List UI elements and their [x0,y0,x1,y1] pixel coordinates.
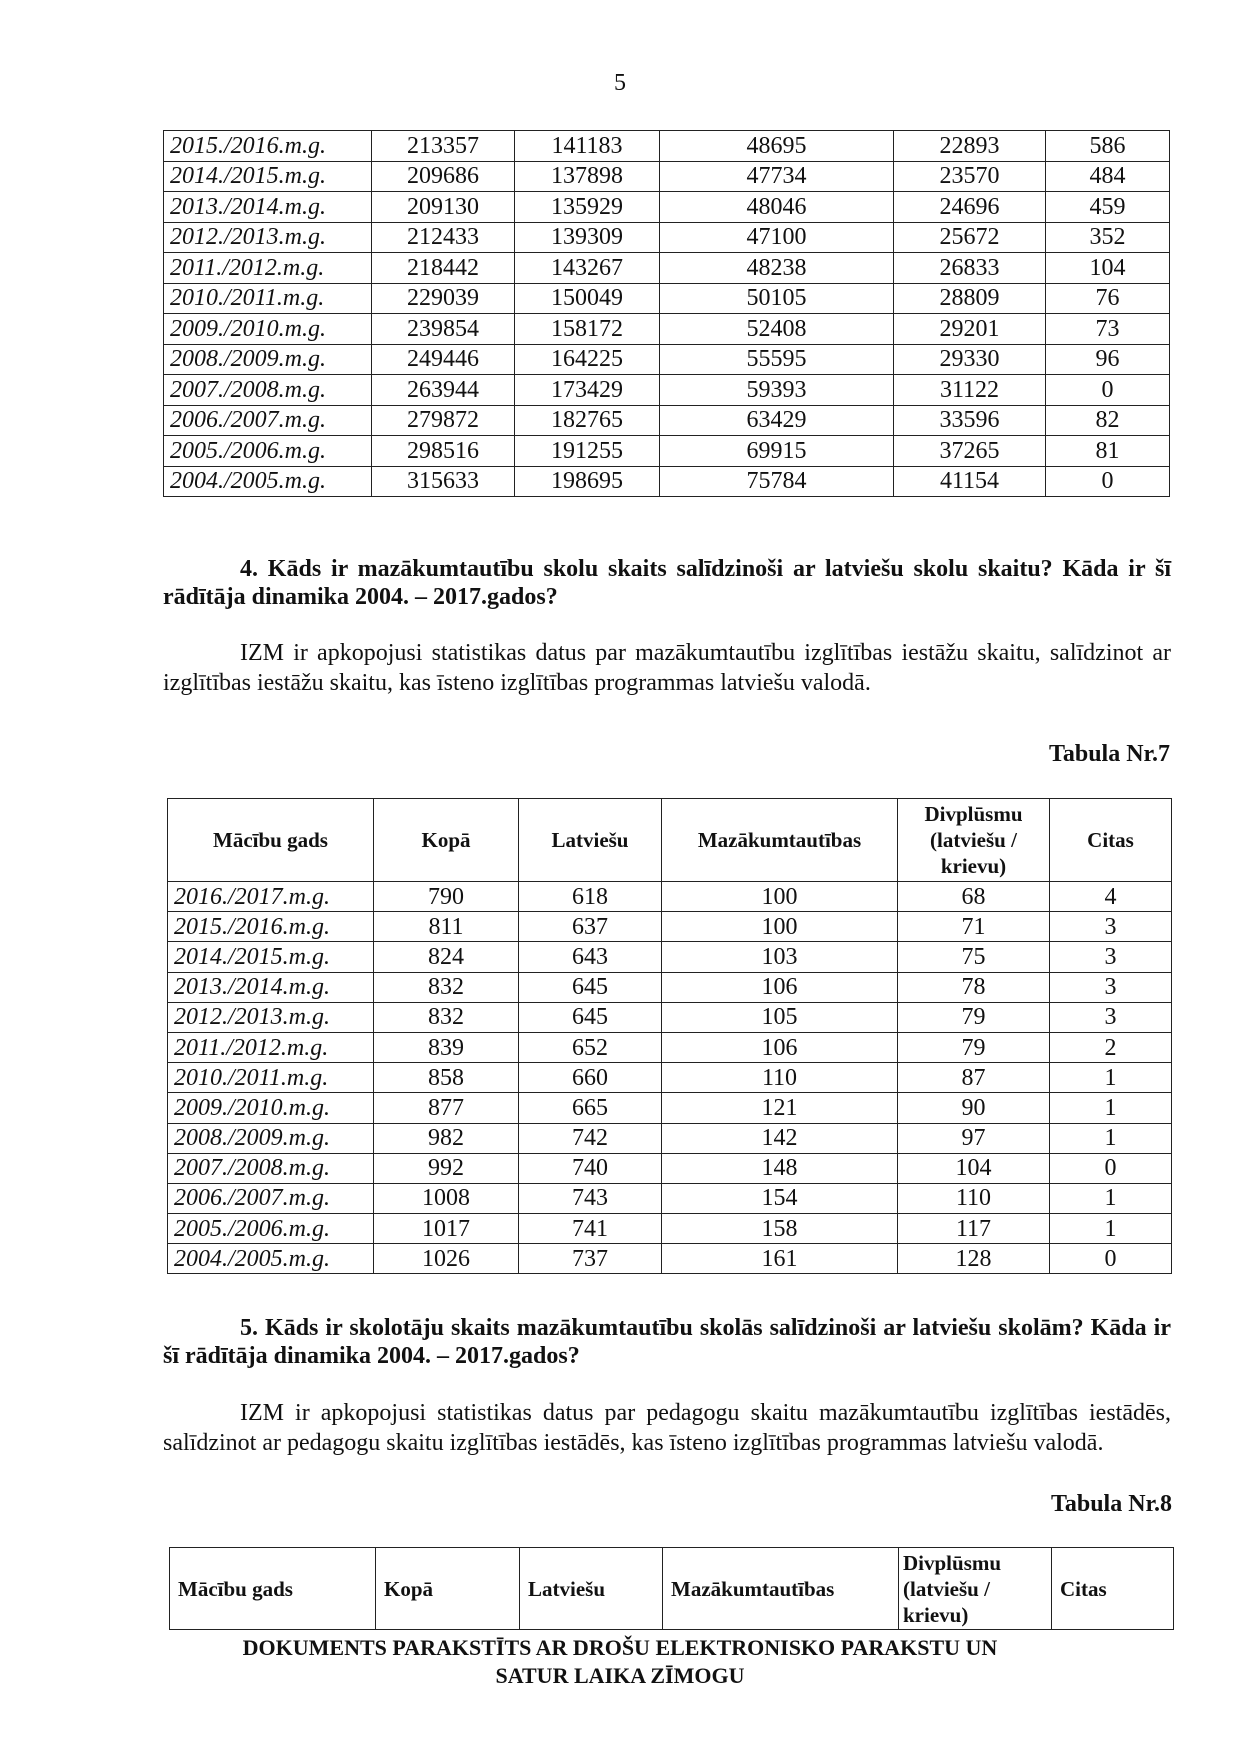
table-row [164,344,1170,375]
value-cell: 0 [1050,1153,1172,1183]
value-cell: 992 [374,1153,519,1183]
column-header: Citas [1050,799,1172,882]
value-cell: 48695 [660,131,894,162]
value-cell: 173429 [515,375,660,406]
value-cell: 104 [898,1153,1050,1183]
year-cell: 2010./2011.m.g. [168,1063,374,1093]
table-row [168,1183,1172,1213]
value-cell: 315633 [372,466,515,497]
value-cell: 29201 [894,314,1046,345]
value-cell: 218442 [372,253,515,284]
column-header: Citas [1052,1548,1174,1630]
value-cell: 740 [519,1153,662,1183]
value-cell: 41154 [894,466,1046,497]
value-cell: 158 [662,1214,898,1244]
value-cell: 47734 [660,161,894,192]
value-cell: 104 [1046,253,1170,284]
table-row [168,1063,1172,1093]
year-cell: 2004./2005.m.g. [168,1244,374,1274]
table-row [164,131,1170,162]
year-cell: 2009./2010.m.g. [168,1093,374,1123]
value-cell: 198695 [515,466,660,497]
value-cell: 150049 [515,283,660,314]
table-row [168,882,1172,912]
table-row [164,161,1170,192]
column-header: Divplūsmu (latviešu / krievu) [898,799,1050,882]
value-cell: 652 [519,1032,662,1062]
value-cell: 143267 [515,253,660,284]
column-header: Kopā [374,799,519,882]
year-cell: 2013./2014.m.g. [168,972,374,1002]
value-cell: 103 [662,942,898,972]
value-cell: 643 [519,942,662,972]
value-cell: 0 [1046,375,1170,406]
value-cell: 50105 [660,283,894,314]
year-cell: 2006./2007.m.g. [164,405,372,436]
value-cell: 158172 [515,314,660,345]
table-row [168,1153,1172,1183]
value-cell: 586 [1046,131,1170,162]
value-cell: 48238 [660,253,894,284]
value-cell: 110 [662,1063,898,1093]
value-cell: 1 [1050,1183,1172,1213]
value-cell: 55595 [660,344,894,375]
value-cell: 97 [898,1123,1050,1153]
value-cell: 141183 [515,131,660,162]
value-cell: 279872 [372,405,515,436]
value-cell: 209686 [372,161,515,192]
value-cell: 71 [898,912,1050,942]
year-cell: 2007./2008.m.g. [168,1153,374,1183]
value-cell: 52408 [660,314,894,345]
year-cell: 2014./2015.m.g. [168,942,374,972]
page-number: 5 [614,70,626,96]
value-cell: 69915 [660,436,894,467]
value-cell: 3 [1050,972,1172,1002]
value-cell: 298516 [372,436,515,467]
year-cell: 2006./2007.m.g. [168,1183,374,1213]
column-header: Mācību gads [170,1548,376,1630]
value-cell: 105 [662,1002,898,1032]
value-cell: 209130 [372,192,515,223]
value-cell: 148 [662,1153,898,1183]
value-cell: 121 [662,1093,898,1123]
value-cell: 110 [898,1183,1050,1213]
value-cell: 59393 [660,375,894,406]
column-header: Latviešu [519,799,662,882]
value-cell: 22893 [894,131,1046,162]
year-cell: 2008./2009.m.g. [164,344,372,375]
column-header: Mazākumtautības [662,799,898,882]
table-row [168,1244,1172,1274]
table-7 [167,798,1172,1274]
year-cell: 2014./2015.m.g. [164,161,372,192]
value-cell: 877 [374,1093,519,1123]
value-cell: 68 [898,882,1050,912]
year-cell: 2012./2013.m.g. [168,1002,374,1032]
table-row [168,942,1172,972]
year-cell: 2016./2017.m.g. [168,882,374,912]
value-cell: 832 [374,972,519,1002]
table-row [168,1093,1172,1123]
table-row [164,253,1170,284]
value-cell: 106 [662,1032,898,1062]
value-cell: 90 [898,1093,1050,1123]
table-8 [169,1547,1174,1630]
value-cell: 660 [519,1063,662,1093]
year-cell: 2004./2005.m.g. [164,466,372,497]
value-cell: 741 [519,1214,662,1244]
value-cell: 1 [1050,1063,1172,1093]
table-row [168,912,1172,942]
year-cell: 2015./2016.m.g. [168,912,374,942]
value-cell: 154 [662,1183,898,1213]
table-row [168,1214,1172,1244]
value-cell: 1 [1050,1093,1172,1123]
value-cell: 47100 [660,222,894,253]
value-cell: 191255 [515,436,660,467]
year-cell: 2009./2010.m.g. [164,314,372,345]
value-cell: 117 [898,1214,1050,1244]
value-cell: 982 [374,1123,519,1153]
table-row [164,222,1170,253]
value-cell: 1 [1050,1214,1172,1244]
value-cell: 1 [1050,1123,1172,1153]
value-cell: 25672 [894,222,1046,253]
value-cell: 164225 [515,344,660,375]
value-cell: 139309 [515,222,660,253]
table-row [164,466,1170,497]
value-cell: 637 [519,912,662,942]
value-cell: 3 [1050,942,1172,972]
value-cell: 75784 [660,466,894,497]
value-cell: 263944 [372,375,515,406]
signature-notice-line-1: DOKUMENTS PARAKSTĪTS AR DROŠU ELEKTRONISKO PARAKSTU UN [242,1635,998,1660]
year-cell: 2013./2014.m.g. [164,192,372,223]
table-row [168,972,1172,1002]
value-cell: 73 [1046,314,1170,345]
value-cell: 1026 [374,1244,519,1274]
year-cell: 2011./2012.m.g. [168,1032,374,1062]
value-cell: 239854 [372,314,515,345]
year-cell: 2011./2012.m.g. [164,253,372,284]
value-cell: 37265 [894,436,1046,467]
value-cell: 24696 [894,192,1046,223]
table-row [164,375,1170,406]
signature-notice-line-2: SATUR LAIKA ZĪMOGU [495,1663,745,1688]
value-cell: 161 [662,1244,898,1274]
value-cell: 459 [1046,192,1170,223]
column-header: Latviešu [520,1548,663,1630]
value-cell: 2 [1050,1032,1172,1062]
value-cell: 106 [662,972,898,1002]
year-cell: 2012./2013.m.g. [164,222,372,253]
year-cell: 2010./2011.m.g. [164,283,372,314]
value-cell: 87 [898,1063,1050,1093]
table-row [164,405,1170,436]
column-header: Mācību gads [168,799,374,882]
value-cell: 28809 [894,283,1046,314]
value-cell: 79 [898,1032,1050,1062]
value-cell: 0 [1046,466,1170,497]
value-cell: 82 [1046,405,1170,436]
value-cell: 484 [1046,161,1170,192]
value-cell: 79 [898,1002,1050,1032]
value-cell: 1017 [374,1214,519,1244]
table-6-continued [163,130,1170,497]
table-row [164,192,1170,223]
value-cell: 29330 [894,344,1046,375]
table-row [168,1032,1172,1062]
value-cell: 839 [374,1032,519,1062]
table-row [164,283,1170,314]
year-cell: 2005./2006.m.g. [168,1214,374,1244]
value-cell: 135929 [515,192,660,223]
value-cell: 212433 [372,222,515,253]
value-cell: 48046 [660,192,894,223]
value-cell: 33596 [894,405,1046,436]
value-cell: 213357 [372,131,515,162]
table-row [164,314,1170,345]
value-cell: 182765 [515,405,660,436]
value-cell: 78 [898,972,1050,1002]
year-cell: 2007./2008.m.g. [164,375,372,406]
value-cell: 858 [374,1063,519,1093]
value-cell: 737 [519,1244,662,1274]
section-5-paragraph: IZM ir apkopojusi statistikas datus par pedagogu skaitu mazākumtautību izglītības iestādēs, salīdzinot ar pedagogu skaitu izglītības iestādēs, kas īsteno izglītības programmas latviešu valodā. [163,1400,1171,1456]
value-cell: 790 [374,882,519,912]
value-cell: 1008 [374,1183,519,1213]
value-cell: 811 [374,912,519,942]
section-5-question: 5. Kāds ir skolotāju skaits mazākumtautību skolās salīdzinoši ar latviešu skolām? Kāda ir šī rādītāja dinamika 2004. – 2017.gados? [163,1315,1171,1369]
value-cell: 3 [1050,912,1172,942]
value-cell: 832 [374,1002,519,1032]
section-4-paragraph: IZM ir apkopojusi statistikas datus par mazākumtautību izglītības iestāžu skaitu, salīdzinot ar izglītības iestāžu skaitu, kas īsteno izglītības programmas latviešu valodā. [163,640,1171,696]
value-cell: 742 [519,1123,662,1153]
column-header: Divplūsmu (latviešu / krievu) [899,1548,1052,1630]
value-cell: 229039 [372,283,515,314]
value-cell: 352 [1046,222,1170,253]
table-row [168,1002,1172,1032]
year-cell: 2015./2016.m.g. [164,131,372,162]
value-cell: 645 [519,972,662,1002]
column-header: Mazākumtautības [663,1548,899,1630]
value-cell: 3 [1050,1002,1172,1032]
value-cell: 4 [1050,882,1172,912]
value-cell: 128 [898,1244,1050,1274]
value-cell: 96 [1046,344,1170,375]
value-cell: 100 [662,882,898,912]
value-cell: 0 [1050,1244,1172,1274]
value-cell: 665 [519,1093,662,1123]
value-cell: 31122 [894,375,1046,406]
value-cell: 142 [662,1123,898,1153]
section-4-question: 4. Kāds ir mazākumtautību skolu skaits salīdzinoši ar latviešu skolu skaitu? Kāda ir šī rādītāja dinamika 2004. – 2017.gados? [163,556,1171,610]
value-cell: 743 [519,1183,662,1213]
table-8-label: Tabula Nr.8 [1051,1491,1172,1517]
table-row [164,436,1170,467]
value-cell: 249446 [372,344,515,375]
value-cell: 81 [1046,436,1170,467]
value-cell: 137898 [515,161,660,192]
table-7-label: Tabula Nr.7 [1049,741,1170,767]
value-cell: 63429 [660,405,894,436]
value-cell: 76 [1046,283,1170,314]
column-header: Kopā [376,1548,520,1630]
value-cell: 645 [519,1002,662,1032]
year-cell: 2005./2006.m.g. [164,436,372,467]
value-cell: 100 [662,912,898,942]
value-cell: 824 [374,942,519,972]
year-cell: 2008./2009.m.g. [168,1123,374,1153]
value-cell: 26833 [894,253,1046,284]
table-row [168,1123,1172,1153]
value-cell: 23570 [894,161,1046,192]
value-cell: 75 [898,942,1050,972]
value-cell: 618 [519,882,662,912]
